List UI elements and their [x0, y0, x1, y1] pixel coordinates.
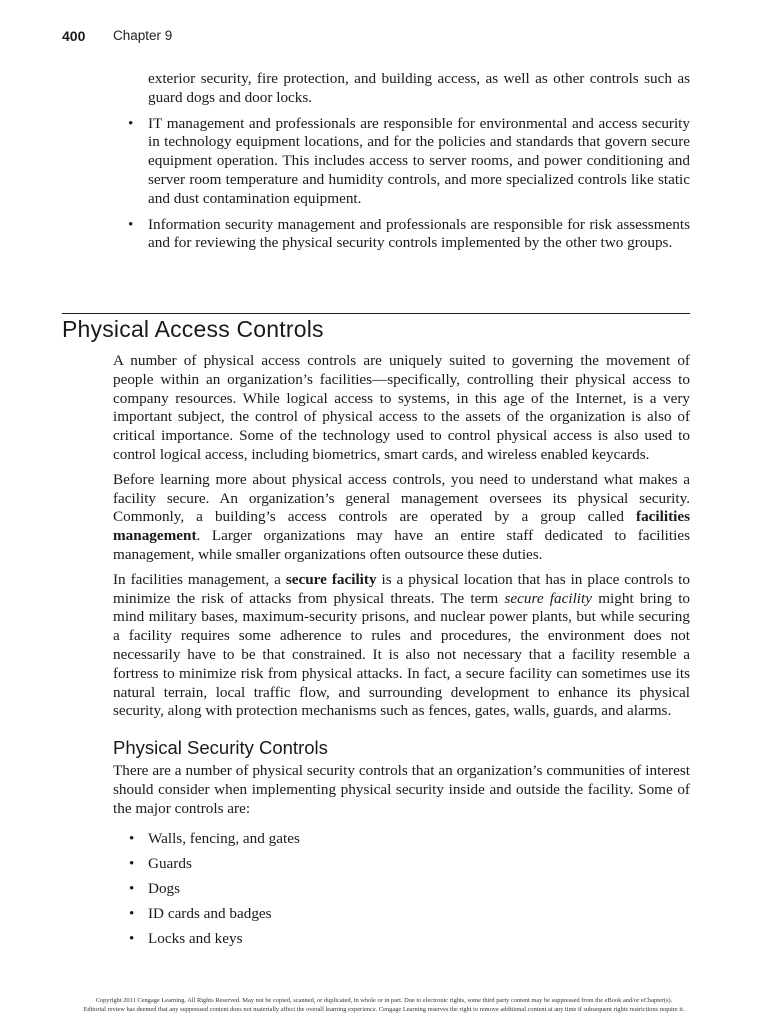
bullet-icon: •: [128, 114, 134, 132]
bullet-icon: •: [129, 930, 135, 948]
list-item: • Walls, fencing, and gates: [129, 830, 300, 848]
bullet-icon: •: [129, 880, 135, 898]
emphasis: secure facility: [504, 589, 592, 607]
list-item-text: IT management and professionals are responsible for environmental and access security in technology equipment locations, and for the policies and standards that govern secure equipment operation. This includes access to server rooms, and power conditioning and server room temperature and humidity controls, and more specialized controls like static and dust contamination equipment.: [148, 114, 690, 207]
responsibility-list: [128, 70, 690, 260]
footer-line: Editorial review has deemed that any suppressed content does not materially affect the overall learning experience. Cengage Learning reserves the right to remove additional content at any time if subsequent rights restrictions require it.: [83, 1006, 685, 1013]
list-item: • Locks and keys: [129, 930, 243, 948]
paragraph: A number of physical access controls are uniquely suited to governing the movement of people within an organization’s facilities—specifically, controlling their physical access to company resources. While logical access to systems, in this age of the Internet, is a very important subject, the control of physical access to the assets of the organization is also of critical importance. Some of the technology used to control physical access is also used to control logical access, including biometrics, smart cards, and wireless enabled keycards.: [113, 352, 690, 463]
controls-list: [129, 830, 690, 949]
section-divider: [62, 313, 690, 314]
copyright-footer: [20, 996, 748, 1014]
list-item: • Dogs: [129, 880, 181, 898]
paragraph: In facilities management, a secure facility is a physical location that has in place controls to minimize the risk of attacks from physical threats. The term secure facility might bring to mind military bases, maximum-security prisons, and nuclear power plants, but while securing a facility requires some adherence to rules and procedures, the environment does not necessarily have to be that constrained. It is also not necessary that a facility resemble a fortress to minimize risk from physical attacks. In fact, a secure facility can sometimes use its natural terrain, local traffic flow, and surrounding development to enhance its physical security, along with protection mechanisms such as fences, gates, walls, guards, and alarms.: [113, 570, 691, 720]
list-item-text: Information security management and professionals are responsible for risk assessments and for reviewing the physical security controls implemented by the other two groups.: [148, 215, 690, 252]
paragraph: Before learning more about physical access controls, you need to understand what makes a facility secure. An organization’s general management oversees its physical security. Commonly, a building’s access controls are operated by a group called facilities management. Larger organizations may have an entire staff dedicated to facilities management, while smaller organizations often outsource these duties.: [113, 470, 690, 563]
section-title: Physical Access Controls: [62, 316, 324, 342]
bullet-icon: •: [129, 830, 135, 848]
bullet-icon: •: [128, 215, 134, 233]
key-term: secure facility: [285, 570, 377, 588]
list-item: • ID cards and badges: [129, 905, 272, 923]
footer-line: Copyright 2011 Cengage Learning. All Rights Reserved. May not be copied, scanned, or duplicated, in whole or in part. Due to electronic rights, some third party content may be suppressed from the eBook and/or eChapter(s).: [95, 997, 673, 1004]
list-item: [128, 115, 690, 209]
bullet-icon: •: [129, 855, 135, 873]
page-number: 400: [62, 28, 86, 44]
key-term: facilities management: [113, 508, 690, 545]
chapter-label: Chapter 9: [113, 28, 173, 43]
list-continuation: exterior security, fire protection, and building access, as well as other controls such as guard dogs and door locks.: [148, 70, 690, 106]
section-body: [113, 352, 690, 955]
bullet-icon: •: [129, 905, 135, 923]
list-item: • Guards: [129, 855, 192, 873]
subsection-title: Physical Security Controls: [113, 737, 328, 759]
list-item: [128, 216, 690, 254]
paragraph: There are a number of physical security controls that an organization’s communities of interest should consider when implementing physical security inside and outside the facility. Some of the major controls are:: [113, 761, 690, 817]
